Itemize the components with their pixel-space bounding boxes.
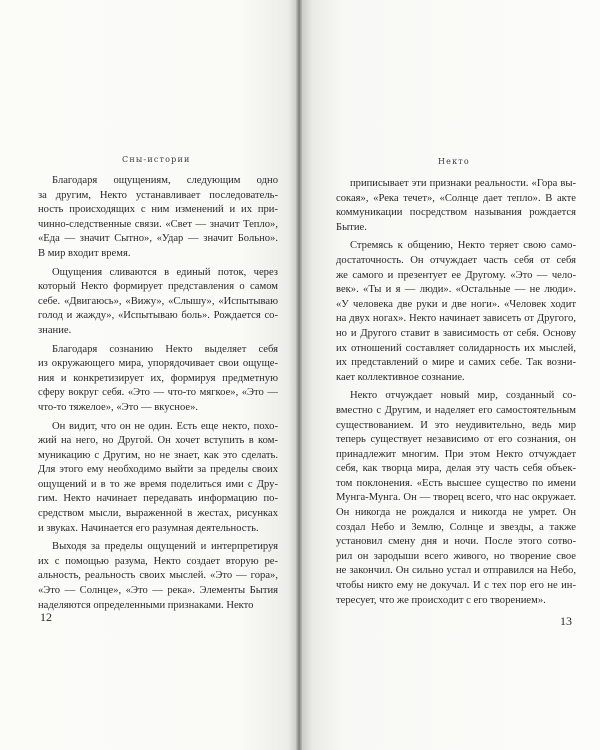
text-line: Благодаря ощущениям, следующим одно — [52, 175, 278, 186]
text-line: Благодаря сознанию Некто выделяет себя — [52, 343, 278, 355]
text-line: кает коллективное сознание. — [336, 371, 465, 383]
text-line: но и Другого ставит в зависимость от себя. Основу — [336, 327, 576, 339]
text-line: наделяются определенными признаками. Некто — [38, 599, 254, 611]
text-line: сферу вокруг себя. «Это — что-то мягкое», «Это — — [38, 387, 278, 399]
right-running-head: Некто — [438, 157, 470, 166]
text-line: приписывает эти признаки реальности. «Гора вы- — [350, 178, 576, 189]
text-line: Он никогда не рождался и никогда не умрет. Он — [336, 507, 576, 519]
text-line: Он видит, что он не один. Есть еще некто, похо- — [52, 420, 278, 432]
paragraph — [38, 174, 278, 262]
text-line: ния и конкретизирует их, формируя предметную — [38, 372, 278, 384]
text-line: теперь существует независимо от его сознания, он — [336, 434, 576, 446]
text-line: век». «Ты и я — люди». «Остальные — не люди». — [336, 284, 576, 296]
paragraph — [38, 343, 278, 416]
left-text-block — [38, 174, 278, 613]
text-line: Мунга-Мунга. Он — творец всего, что нас окружает. — [336, 492, 576, 504]
text-line: Выходя за пределы ощущений и интерпретируя — [52, 541, 278, 553]
text-line: «Еда — значит Сытно», «Удар — значит Больно». — [38, 233, 278, 245]
text-line: создал Небо и Землю, Солнце и звезды, а также — [336, 521, 576, 533]
paragraph — [336, 177, 576, 235]
text-line: что-то тяжелое», «Это — вкусное». — [38, 401, 199, 413]
text-line: муникацию с Другим, но не знает, как это сделать. — [38, 449, 278, 461]
text-line: «Это — Солнце», «Это — река». Элементы Бытия — [38, 585, 278, 597]
text-line: их с помощью разума, Некто создает вторую ре- — [38, 555, 278, 567]
right-page-number: 13 — [560, 614, 572, 628]
text-line: достаточность. Он отчуждает часть себя от себя — [336, 254, 576, 266]
text-line: их отношений составляет солидарность их мыслей, — [336, 342, 576, 354]
text-line: гим. Некто начинает передавать информацию по- — [38, 493, 278, 505]
text-line: существованием. И это неудивительно, ведь мир — [336, 419, 576, 431]
right-page — [300, 0, 600, 750]
text-line: не закончил. Он сильно устал и отправился на Небо, — [336, 565, 576, 577]
paragraph — [336, 389, 576, 608]
text-line: жий на него, но Другой. Он хочет вступить в ком- — [38, 435, 278, 447]
text-line: на двух ногах». Некто начинает зависеть от Другого, — [336, 313, 576, 325]
text-line: принадлежит многим. При этом Некто отчуждает — [336, 448, 576, 460]
text-line: «У человека две руки и две ноги». «Человек ходит — [336, 298, 576, 310]
left-running-head: Сны-истории — [122, 155, 191, 164]
text-line: себе. «Двигаюсь», «Вижу», «Слышу», «Испытываю — [38, 295, 278, 307]
text-line: за другим, Некто устанавливает последователь- — [38, 189, 278, 201]
text-line: Бытие. — [336, 221, 367, 233]
text-line: вместно с Другим, и наделяет его самостоятельным — [336, 404, 576, 416]
text-line: из окружающего мира, упорядочивает свои ощуще- — [38, 358, 278, 370]
text-line: и звуках. Начинается его разумная деятельность. — [38, 522, 259, 534]
text-line: том поклонения. «Есть высшее существо по имени — [336, 477, 576, 489]
text-line: Для этого ему необходимо выйти за пределы своих — [38, 464, 278, 476]
text-line: голод и жажду», «Испытываю боль». Рождается со- — [38, 310, 278, 322]
text-line: Ощущения сливаются в единый поток, через — [52, 266, 278, 278]
text-line: сокая», «Река течет», «Солнце дает тепло». В акте — [336, 192, 576, 204]
text-line: тересует, что же происходит с его творением». — [336, 594, 546, 606]
text-line: Стремясь к общению, Некто теряет свою само- — [350, 240, 576, 252]
text-line: чтобы никто ему не докучал. И с тех пор его не ин- — [336, 580, 576, 592]
text-line: установил смену дня и ночи. После этого сотво- — [336, 536, 576, 548]
text-line: чинно-следственные связи. «Свет — значит Тепло», — [38, 218, 278, 230]
text-line: ность происходящих с ним изменений и их при- — [38, 204, 278, 216]
text-line: ощущений и в то же время поделиться ими с Дру- — [38, 478, 278, 490]
left-page-number: 12 — [40, 610, 52, 624]
right-text-block — [336, 177, 576, 608]
text-line: же самого и презентует ее Другому. «Это — чело- — [336, 269, 576, 281]
paragraph — [38, 420, 278, 537]
text-line: который Некто формирует представления о самом — [38, 281, 278, 293]
text-line: рил он зародыши всего живого, но творение свое — [336, 550, 576, 562]
text-line: альность, реальность своих мыслей. «Это — гора», — [38, 570, 278, 582]
text-line: В мир входит время. — [38, 247, 131, 259]
text-line: Некто отчуждает новый мир, созданный со- — [350, 390, 576, 402]
paragraph — [38, 540, 278, 613]
paragraph — [336, 239, 576, 385]
text-line: себя, как творца мира, делая эту часть себя объек- — [336, 463, 576, 475]
text-line: коммуникации посредством называния рождается — [336, 207, 576, 219]
paragraph — [38, 266, 278, 339]
text-line: знание. — [38, 324, 72, 336]
text-line: средством мысли, выраженной в жестах, рисунках — [38, 508, 278, 520]
book-gutter — [296, 0, 302, 750]
text-line: их представлений о мире и самих себе. Так возни- — [336, 357, 576, 369]
